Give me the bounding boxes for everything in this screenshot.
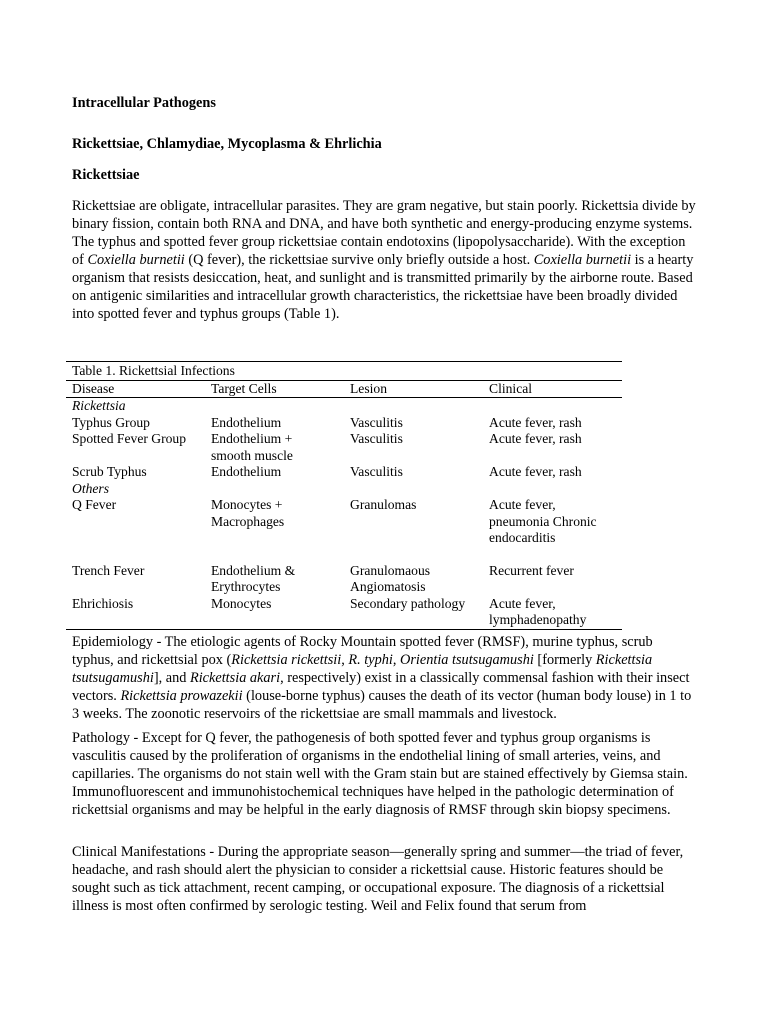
pathology-paragraph: Pathology - Except for Q fever, the pathogenesis of both spotted fever and typhus group organisms is vasculitis caused by the proliferation of organisms in the endothelial lining of small arteries, veins, and capillaries. The organisms do not stain well with the Gram stain but are stained effectively by Giemsa stain. Immunofluorescent and immunohistochemical techniques have helped in the pathologic determination of rickettsial organisms and may be helpful in the early diagnosis of RMSF through skin biopsy specimens. [72, 730, 688, 818]
table-row [66, 563, 622, 596]
header-disease: Disease [66, 380, 205, 398]
cell-disease: Spotted Fever Group [72, 431, 187, 446]
cell-lesion: Granulomas [350, 497, 417, 512]
cell-target: Monocytes [205, 596, 344, 630]
table-row [66, 415, 622, 432]
table-row [66, 464, 622, 481]
table-group-row [66, 398, 622, 415]
cell-clinical: Acute fever, rash [489, 414, 582, 430]
document-title: Intracellular Pathogens [72, 95, 216, 111]
header-target-cells: Target Cells [205, 380, 344, 398]
section-heading: Rickettsiae [72, 167, 140, 183]
cell-clinical: Acute fever, rash [489, 431, 582, 446]
group-label-others: Others [72, 480, 110, 496]
cell-clinical: Recurrent fever [489, 562, 574, 578]
clinical-manifestations-paragraph: Clinical Manifestations - During the appropriate season—generally spring and summer—the triad of fever, headache, and rash should alert the physician to consider a rickettsial cause. Historic features should be sought such as tick attachment, recent camping, or occupational exposure. The diagnosis of a rickettsial illness is most often confirmed by serologic testing. Weil and Felix found that serum from [72, 844, 684, 914]
cell-target: Endothelium & Erythrocytes [211, 562, 296, 594]
cell-clinical: Acute fever, rash [489, 464, 582, 479]
cell-target: Endothelium [211, 414, 282, 430]
group-label-rickettsia: Rickettsia [72, 398, 126, 413]
cell-disease: Scrub Typhus [72, 464, 147, 479]
cell-target: Endothelium + smooth muscle [211, 431, 293, 463]
epidemiology-paragraph: Epidemiology - The etiologic agents of Rocky Mountain spotted fever (RMSF), murine typhus, scrub typhus, and rickettsial pox (Rickettsia rickettsii, R. typhi, Orientia tsutsugamushi [formerly Rickettsia tsutsugamushi], and Rickettsia akari, respectively) exist in a classically commensal fashion with their insect vectors. Rickettsia prowazekii (louse-borne typhus) causes the death of its vector (human body louse) in 1 to 3 weeks. The zoonotic reservoirs of the rickettsiae are small mammals and livestock. [72, 634, 692, 722]
cell-lesion: Secondary pathology [344, 596, 483, 630]
cell-lesion: Granulomaous Angiomatosis [350, 562, 431, 594]
cell-lesion: Vasculitis [350, 431, 403, 446]
cell-target: Monocytes + Macrophages [211, 497, 285, 529]
table-row [66, 431, 622, 464]
document-subtitle: Rickettsiae, Chlamydiae, Mycoplasma & Ehrlichia [72, 136, 382, 152]
cell-disease: Typhus Group [72, 414, 150, 430]
cell-disease: Trench Fever [72, 562, 145, 578]
cell-disease: Q Fever [72, 497, 117, 512]
table-caption: Table 1. Rickettsial Infections [66, 362, 622, 381]
header-clinical: Clinical [483, 380, 622, 398]
cell-disease: Ehrichiosis [66, 596, 205, 630]
table-header-row [66, 380, 622, 398]
cell-clinical: Acute fever, pneumonia Chronic endocarditis [489, 497, 597, 545]
rickettsial-infections-table [66, 361, 622, 630]
intro-paragraph: Rickettsiae are obligate, intracellular parasites. They are gram negative, but stain poorly. Rickettsia divide by binary fission, contain both RNA and DNA, and have both synthetic and energy-producing enzyme systems. The typhus and spotted fever group rickettsiae contain endotoxins (lipopolysaccharide). With the exception of Coxiella burnetii (Q fever), the rickettsiae survive only briefly outside a host. Coxiella burnetii is a hearty organism that resists desiccation, heat, and sunlight and is transmitted primarily by the airborne route. Based on antigenic similarities and intracellular growth characteristics, the rickettsiae have been broadly divided into spotted fever and typhus groups (Table 1). [72, 198, 696, 322]
cell-lesion: Vasculitis [350, 464, 403, 479]
cell-target: Endothelium [211, 464, 282, 479]
cell-lesion: Vasculitis [350, 414, 403, 430]
table-row [66, 596, 622, 630]
table-group-row [66, 481, 622, 498]
cell-clinical: Acute fever, lymphadenopathy [483, 596, 622, 630]
table-row [66, 497, 622, 563]
table-caption-row [66, 362, 622, 381]
header-lesion: Lesion [344, 380, 483, 398]
